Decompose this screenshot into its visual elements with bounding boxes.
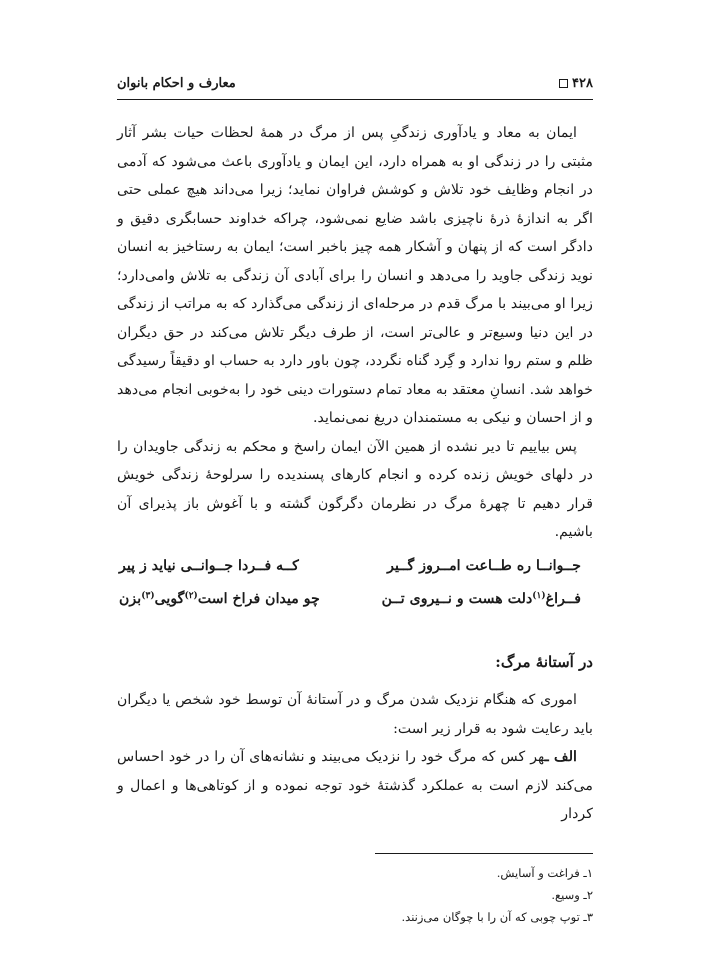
poem-text: گویی	[154, 591, 185, 608]
book-title: معارف و احکام بانوان	[117, 75, 236, 91]
poem-text: بزن	[119, 591, 142, 608]
poem	[117, 551, 593, 615]
footnote-2: ۲ـ وسیع.	[551, 887, 593, 902]
poem-hemistich-left: کــه فــردا جــوانــی نیاید ز پیر	[119, 557, 299, 574]
footnote-divider	[375, 853, 593, 854]
page-header	[117, 70, 593, 100]
footnotes	[117, 862, 593, 928]
item-text: هر کس که مرگ خود را نزدیک می‌بیند و نشانه‌های آن را در خود احساس می‌کند لازم است به عملکرد گذشتهٔ خود توجه نموده و از کوتاهی‌ها و اعمال و کردار	[117, 749, 593, 823]
item-label: الف ـ	[544, 749, 577, 766]
page-number-group	[559, 76, 593, 91]
footnote-3: ۳ـ توپ چوبی که آن را با چوگان می‌زنند.	[401, 909, 593, 924]
poem-text: چو میدان فراخ است	[197, 591, 320, 608]
poem-hemistich-left	[119, 581, 320, 615]
poem-verse-1	[117, 551, 593, 581]
footnote-1: ۱ـ فراغت و آسایش.	[496, 865, 593, 880]
poem-hemistich-right	[382, 581, 581, 615]
paragraph: اموری که هنگام نزدیک شدن مرگ و در آستانهٔ آن توسط خود شخص یا دیگران باید رعایت شود به قرار زیر است:	[117, 692, 593, 737]
poem-verse-2	[117, 581, 593, 615]
square-bullet-icon	[559, 79, 568, 88]
paragraph	[117, 743, 593, 829]
section-heading: در آستانهٔ مرگ:	[495, 653, 593, 672]
poem-text: فــراغ	[545, 591, 581, 608]
footnote-ref-1: (۱)	[532, 590, 546, 601]
footnote-ref-3: (۳)	[141, 590, 155, 601]
poem-hemistich-right: جــوانــا ره طــاعت امــروز گــیر	[387, 557, 581, 574]
page-number: ۴۲۸	[572, 75, 593, 91]
book-page	[117, 70, 593, 928]
footnote-ref-2: (۲)	[184, 590, 198, 601]
main-text	[117, 119, 593, 547]
paragraph: پس بیاییم تا دیر نشده از همین الآن ایمان راسخ و محکم به زندگی جاویدان را در دلهای خویش زنده کرده و انجام کارهای پسندیده را سرلوحهٔ زندگی خویش قرار دهیم تا چهرهٔ مرگ در نظرمان دگرگون گشته و با آغوش باز پذیرای آن باشیم.	[117, 438, 593, 540]
section-text	[117, 686, 593, 829]
poem-text: دلت هست و نــیروی تــن	[381, 591, 533, 608]
paragraph: ایمان به معاد و یادآوری زندگیِ پس از مرگ در همهٔ لحظات حیات بشر آثار مثبتی را در زندگی او به همراه دارد، این ایمان و یادآوری باعث می‌شود که آدمی در انجام وظایف خود تلاش و کوشش فراوان نماید؛ زیرا می‌داند هیچ عملی حتی اگر به اندازهٔ ذرهٔ ناچیزی باشد ضایع نمی‌شود، چراکه خداوند حسابگری دقیق و دادگر است که از پنهان و آشکار همه چیز باخبر است؛ ایمان به رستاخیز به انسان نوید زندگی جاوید را می‌دهد و انسان را برای آبادی آن زندگی به تلاش وامی‌دارد؛ زیرا او می‌بیند با مرگ قدم در مرحله‌ای از زندگی می‌گذارد که به مراتب از زندگی در این دنیا وسیع‌تر و عالی‌تر است، از طرف دیگر تلاش می‌کند در حق دیگران ظلم و ستم روا ندارد و گِرد گناه نگردد، چون باور دارد به حساب او دقیقاً رسیدگی خواهد شد. انسانِ معتقد به معاد تمام دستورات دینی خود را به‌خوبی انجام می‌دهد و از احسان و نیکی به مستمندان دریغ نمی‌نماید.	[117, 125, 593, 426]
